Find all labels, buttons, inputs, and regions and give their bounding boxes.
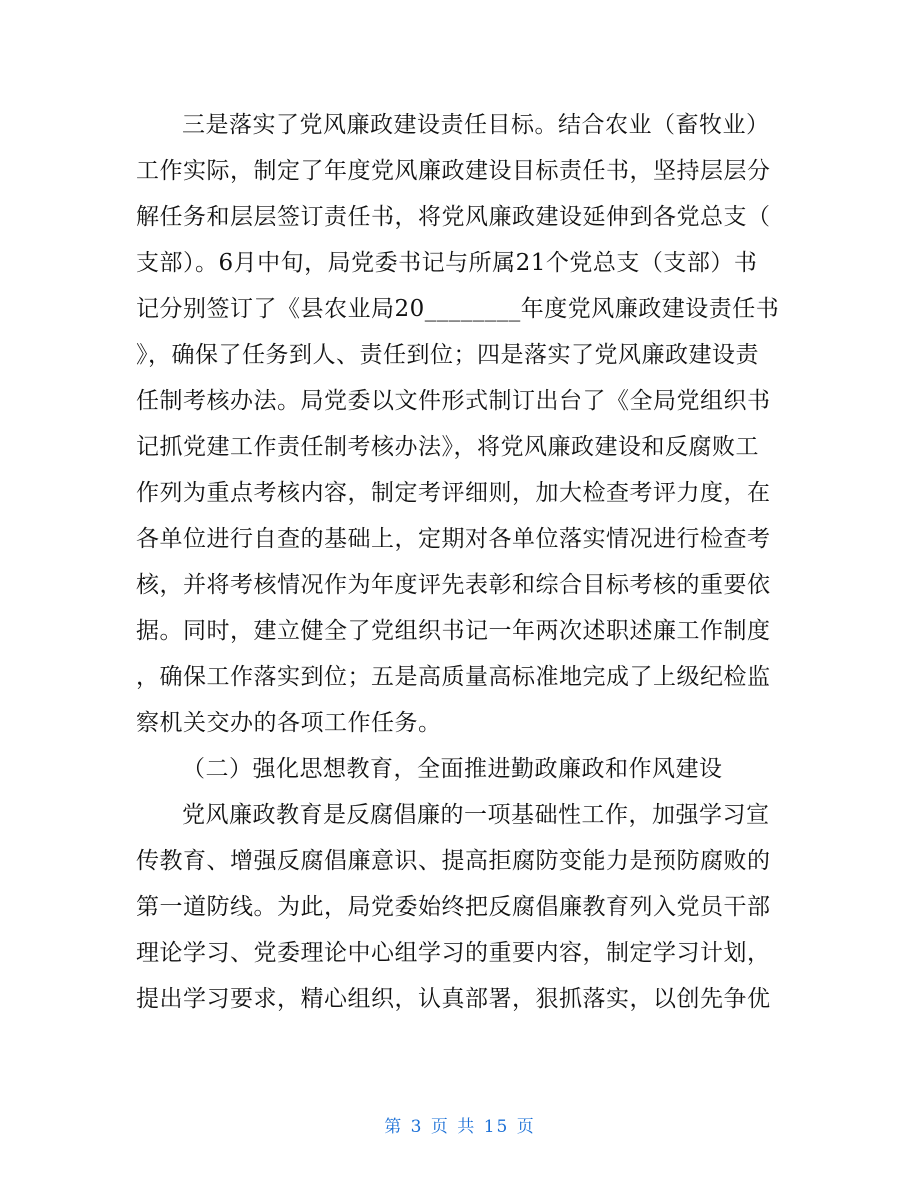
paragraph-line: 三是落实了党风廉政建设责任目标。结合农业（畜牧业） <box>182 112 770 138</box>
paragraph-line: 记抓党建工作责任制考核办法》，将党风廉政建设和反腐败工 <box>136 434 759 460</box>
paragraph-line: 支部）。6月中旬，局党委书记与所属21个党总支（支部）书 <box>136 250 758 276</box>
paragraph-line: 核，并将考核情况作为年度评先表彰和综合目标考核的重要依 <box>136 572 771 598</box>
paragraph-line: 理论学习、党委理论中心组学习的重要内容，制定学习计划， <box>136 940 771 966</box>
paragraph-line: ，确保工作落实到位；五是高质量高标准地完成了上级纪检监 <box>136 664 771 690</box>
paragraph-line: 各单位进行自查的基础上，定期对各单位落实情况进行检查考 <box>136 526 771 552</box>
section-heading: （二）强化思想教育，全面推进勤政廉政和作风建设 <box>182 756 723 782</box>
paragraph-line: 提出学习要求，精心组织，认真部署，狠抓落实，以创先争优 <box>136 986 771 1012</box>
paragraph-line: 任制考核办法。局党委以文件形式制订出台了《全局党组织书 <box>136 388 771 414</box>
paragraph-line: 解任务和层层签订责任书，将党风廉政建设延伸到各党总支（ <box>136 204 771 230</box>
paragraph-line: 作列为重点考核内容，制定考评细则，加大检查考评力度，在 <box>136 480 771 506</box>
paragraph-line: 记分别签订了《县农业局20________年度党风廉政建设责任书 <box>136 296 780 322</box>
paragraph-line: 据。同时，建立健全了党组织书记一年两次述职述廉工作制度 <box>136 618 771 644</box>
paragraph-line: 察机关交办的各项工作任务。 <box>136 710 442 736</box>
paragraph-line: 党风廉政教育是反腐倡廉的一项基础性工作，加强学习宣 <box>182 802 770 828</box>
paragraph-line: 第一道防线。为此，局党委始终把反腐倡廉教育列入党员干部 <box>136 894 771 920</box>
paragraph-line: 传教育、增强反腐倡廉意识、提高拒腐防变能力是预防腐败的 <box>136 848 771 874</box>
document-body <box>136 102 786 1022</box>
paragraph-line: 工作实际，制定了年度党风廉政建设目标责任书，坚持层层分 <box>136 158 771 184</box>
paragraph-line: 》，确保了任务到人、责任到位；四是落实了党风廉政建设责 <box>136 342 759 368</box>
page-number-footer: 第 3 页 共 15 页 <box>384 1117 536 1137</box>
